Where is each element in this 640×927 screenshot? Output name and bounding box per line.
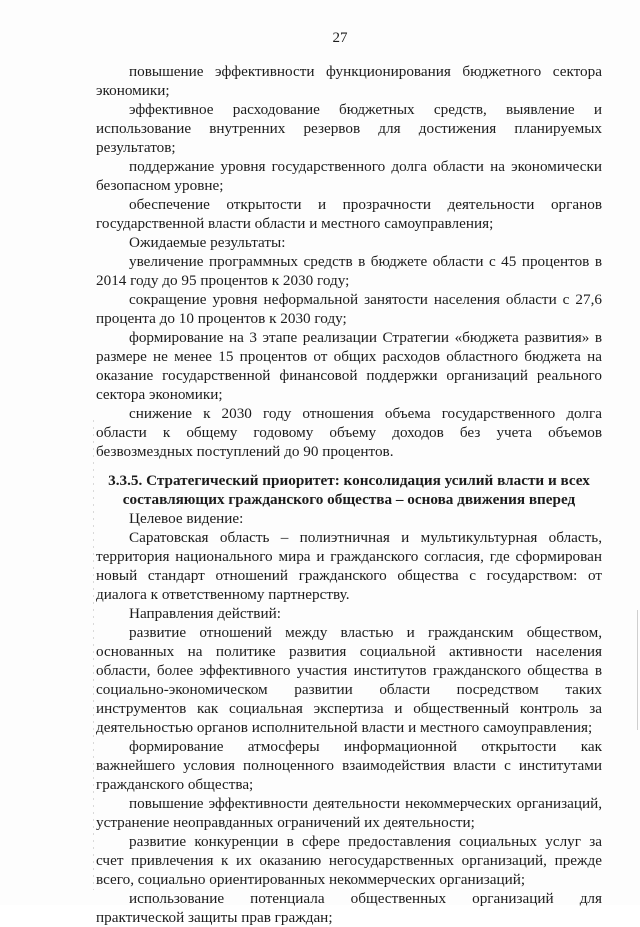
paragraph: обеспечение открытости и прозрачности деятельности органов государственной власти области и местного самоуправления;	[96, 196, 602, 232]
action-item: формирование атмосферы информационной открытости как важнейшего условия полноценного взаимодействия власти с институтами гражданского общества;	[96, 738, 602, 793]
scan-margin-dots	[93, 420, 94, 890]
target-vision-label: Целевое видение:	[129, 510, 244, 527]
scan-margin-mark	[637, 610, 638, 730]
section-heading: 3.3.5. Стратегический приоритет: консолидация усилий власти и всех составляющих гражданского общества – основа движения вперед	[108, 472, 590, 508]
expected-result-item: формирование на 3 этапе реализации Стратегии «бюджета развития» в размере не менее 15 процентов от общих расходов областного бюджета на оказание государственной финансовой поддержки организаций реального сектора экономики;	[96, 329, 602, 403]
expected-result-item: увеличение программных средств в бюджете области с 45 процентов в 2014 году до 95 процентов к 2030 году;	[96, 253, 602, 289]
actions-label: Направления действий:	[129, 605, 281, 622]
action-item: развитие отношений между властью и гражданским обществом, основанных на политике развития социальной активности населения области, более эффективного участия институтов гражданского общества в социально-экономическом развитии области посредством таких инструментов как социальная экспертиза и общественный контроль за деятельностью органов исполнительной власти и местного самоуправления;	[96, 624, 602, 736]
action-item: повышение эффективности деятельности некоммерческих организаций, устранение неоправданных ограничений их деятельности;	[96, 795, 602, 831]
paragraph: повышение эффективности функционирования бюджетного сектора экономики;	[96, 63, 602, 99]
action-item: использование потенциала общественных организаций для практической защиты прав граждан;	[96, 890, 602, 926]
document-body	[96, 62, 602, 927]
paragraph: эффективное расходование бюджетных средств, выявление и использование внутренних резервов для достижения планируемых результатов;	[96, 101, 602, 156]
action-item: развитие конкуренции в сфере предоставления социальных услуг за счет привлечения к их оказанию негосударственных организаций, прежде всего, социально ориентированных некоммерческих организаций;	[96, 833, 602, 888]
target-vision-text: Саратовская область – полиэтничная и мультикультурная область, территория национального мира и гражданского согласия, где сформирован новый стандарт отношений гражданского общества с государством: от диалога к ответственному партнерству.	[96, 529, 602, 603]
expected-result-item: снижение к 2030 году отношения объема государственного долга области к общему годовому объему доходов без учета объемов безвозмездных поступлений до 90 процентов.	[96, 405, 602, 460]
expected-result-item: сокращение уровня неформальной занятости населения области с 27,6 процента до 10 процентов к 2030 году;	[96, 291, 602, 327]
page-number: 27	[332, 30, 348, 46]
expected-results-label: Ожидаемые результаты:	[129, 234, 286, 251]
paragraph: поддержание уровня государственного долга области на экономически безопасном уровне;	[96, 158, 602, 194]
